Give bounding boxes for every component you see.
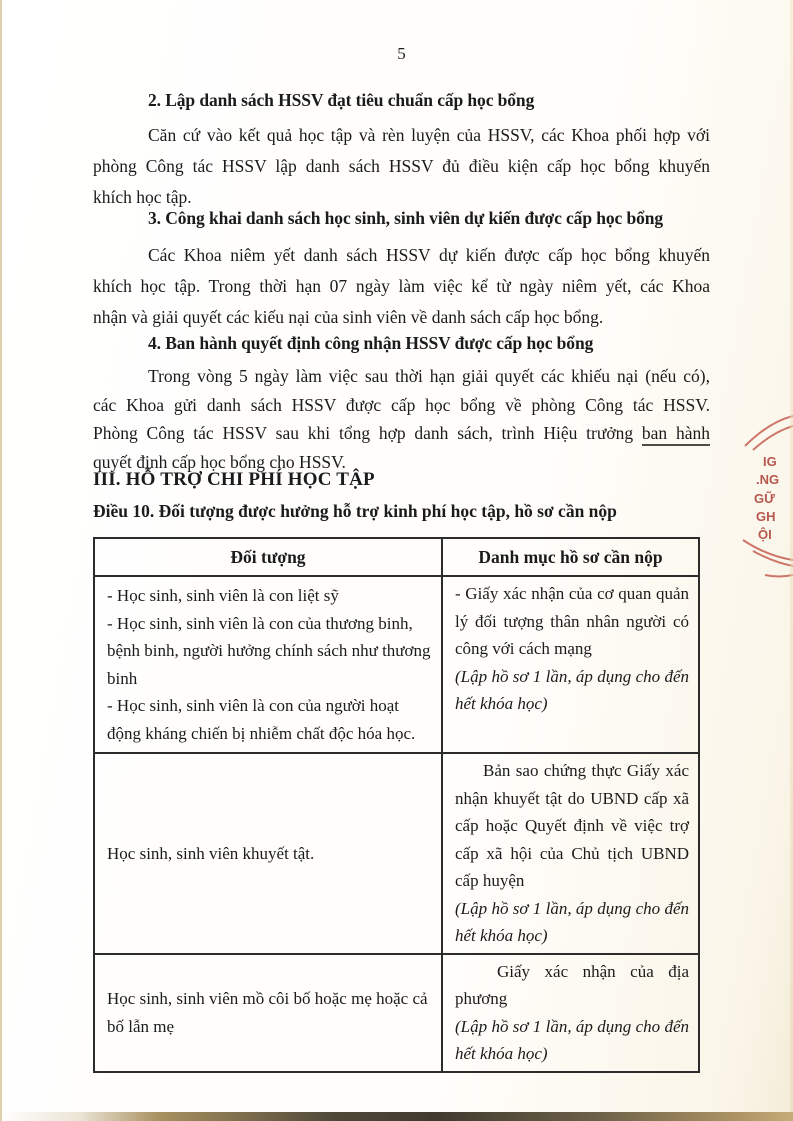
documents-cell bbox=[442, 576, 699, 753]
stamp-text-fragment: IG bbox=[763, 454, 777, 469]
paragraph-line bbox=[93, 419, 710, 448]
documents-note: (Lập hồ sơ 1 lần, áp dụng cho đến hết khóa học) bbox=[455, 898, 689, 945]
paragraph-line: khích học tập. Trong thời hạn 07 ngày làm việc kể từ ngày niêm yết, các Khoa bbox=[93, 276, 710, 296]
dieu10-table bbox=[93, 537, 700, 1073]
dieu-10-heading: Điều 10. Đối tượng được hưởng hỗ trợ kinh phí học tập, hồ sơ cần nộp bbox=[93, 501, 617, 521]
subject-cell bbox=[94, 753, 442, 954]
stamp-text-fragment: GỮ bbox=[754, 491, 775, 506]
section-3-paragraph bbox=[93, 240, 710, 333]
section-4-paragraph bbox=[93, 362, 710, 476]
subject-item: - Học sinh, sinh viên là con của người hoạt động kháng chiến bị nhiễm chất độc hóa học. bbox=[107, 696, 416, 743]
section-2-paragraph bbox=[93, 120, 710, 213]
table-row bbox=[94, 954, 699, 1072]
paragraph-line: phòng Công tác HSSV lập danh sách HSSV đủ điều kiện cấp học bổng khuyến bbox=[93, 156, 710, 176]
red-stamp-edge bbox=[731, 404, 793, 579]
underlined-text: ban hành bbox=[642, 423, 710, 446]
documents-note: (Lập hồ sơ 1 lần, áp dụng cho đến hết khóa học) bbox=[455, 1016, 689, 1063]
stamp-text-fragment: .NG bbox=[756, 472, 780, 487]
scan-edge-left bbox=[0, 0, 2, 1121]
documents-text: - Giấy xác nhận của cơ quan quản lý đối tượng thân nhân người có công với cách mạng bbox=[455, 584, 689, 658]
documents-cell bbox=[442, 753, 699, 954]
paragraph-line: Căn cứ vào kết quả học tập và rèn luyện của HSSV, các Khoa phối hợp với bbox=[148, 125, 710, 145]
table-row bbox=[94, 753, 699, 954]
documents-note: (Lập hồ sơ 1 lần, áp dụng cho đến hết khóa học) bbox=[455, 666, 689, 713]
paragraph-line: nhận và giải quyết các kiếu nại của sinh viên về danh sách cấp học bổng. bbox=[93, 307, 604, 327]
paragraph-line: khích học tập. bbox=[93, 187, 192, 207]
paragraph-line: Trong vòng 5 ngày làm việc sau thời hạn giải quyết các khiếu nại (nếu có), bbox=[148, 366, 710, 386]
paragraph-line: các Khoa gửi danh sách HSSV được cấp học bổng về phòng Công tác HSSV. bbox=[93, 394, 710, 415]
page-number: 5 bbox=[397, 44, 406, 63]
subject-item: Học sinh, sinh viên mồ côi bố hoặc mẹ hoặc cả bố lẫn mẹ bbox=[107, 989, 428, 1036]
subject-cell bbox=[94, 576, 442, 753]
section-4-heading: 4. Ban hành quyết định công nhận HSSV được cấp học bổng bbox=[148, 333, 594, 353]
stamp-text-fragment: ỘI bbox=[758, 527, 772, 542]
line-text: Phòng Công tác HSSV sau khi tổng hợp danh sách, trình Hiệu trưởng bbox=[93, 423, 634, 443]
subject-item: Học sinh, sinh viên khuyết tật. bbox=[107, 843, 315, 863]
paragraph-line: quyết định cấp học bổng cho HSSV. bbox=[93, 451, 346, 472]
part-iii-heading: III. HỖ TRỢ CHI PHÍ HỌC TẬP bbox=[93, 469, 375, 490]
documents-cell bbox=[442, 954, 699, 1072]
column-header-subject: Đối tượng bbox=[94, 538, 442, 576]
documents-text: Giấy xác nhận của địa phương bbox=[455, 961, 689, 1008]
subject-item: - Học sinh, sinh viên là con của thương binh, bệnh binh, người hưởng chính sách như thương binh bbox=[107, 613, 431, 688]
subject-item: - Học sinh, sinh viên là con liệt sỹ bbox=[107, 586, 339, 605]
stamp-text-fragment: GH bbox=[756, 509, 776, 524]
table-header-row bbox=[94, 538, 699, 576]
scan-edge-bottom bbox=[0, 1112, 793, 1121]
table-row bbox=[94, 576, 699, 753]
subject-cell bbox=[94, 954, 442, 1072]
section-3-heading: 3. Công khai danh sách học sinh, sinh viên dự kiến được cấp học bổng bbox=[148, 208, 664, 228]
paragraph-line: Các Khoa niêm yết danh sách HSSV dự kiến được cấp học bổng khuyến bbox=[148, 245, 710, 265]
column-header-documents: Danh mục hồ sơ cần nộp bbox=[442, 538, 699, 576]
documents-text: Bản sao chứng thực Giấy xác nhận khuyết tật do UBND cấp xã cấp hoặc Quyết định về việc trợ cấp xã hội của Chủ tịch UBND cấp huyện bbox=[455, 761, 689, 890]
section-2-heading: 2. Lập danh sách HSSV đạt tiêu chuẩn cấp học bổng bbox=[148, 90, 535, 110]
